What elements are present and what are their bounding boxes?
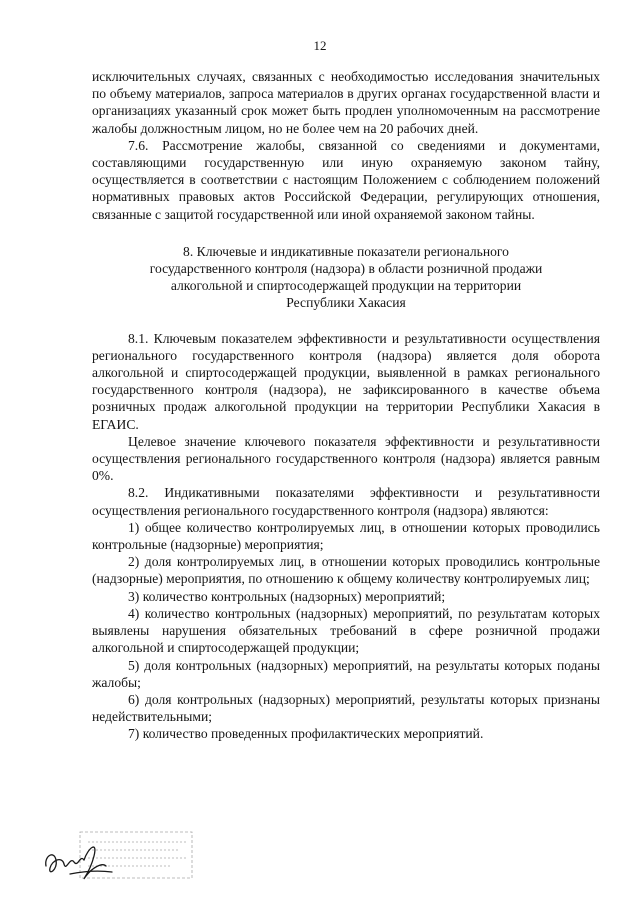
paragraph-8-1: 8.1. Ключевым показателем эффективности и результативности осуществления регионального государственного контроля (надзора) является доля оборота алкогольной и спиртосодержащей продукции, выявленной в рамках регионального государственного контроля (надзора), не зафиксированного в качестве объема розничных продаж алкогольной продукции на территории Республики Хакасия в ЕГАИС. — [92, 330, 600, 432]
section-8-heading — [92, 243, 600, 312]
list-item: 1) общее количество контролируемых лиц, в отношении которых проводились контрольные (надзорные) мероприятия; — [92, 519, 600, 553]
list-item: 7) количество проведенных профилактических мероприятий. — [128, 726, 484, 742]
list-item: 6) доля контрольных (надзорных) мероприятий, результаты которых признаны недействительными; — [92, 691, 600, 725]
heading-line: алкогольной и спиртосодержащей продукции на территории — [170, 278, 522, 294]
list-item: 5) доля контрольных (надзорных) мероприятий, на результаты которых поданы жалобы; — [92, 657, 600, 690]
signature-stamp-icon — [40, 826, 200, 888]
page-number: 12 — [313, 38, 327, 53]
handwritten-signature-icon — [46, 847, 112, 879]
paragraph-7-6: 7.6. Рассмотрение жалобы, связанной со сведениями и документами, составляющими государственную или иную охраняемую законом тайну, осуществляется в соответствии с настоящим Положением с соблюдением положений нормативных правовых актов Российской Федерации, регулирующих отношения, связанные с защитой государственной или иной охраняемой законом тайны. — [92, 137, 600, 222]
list-item: 3) количество контрольных (надзорных) мероприятий; — [128, 588, 446, 604]
heading-line: государственного контроля (надзора) в области розничной продажи — [149, 261, 543, 277]
list-item: 2) доля контролируемых лиц, в отношении которых проводились контрольные (надзорные) мероприятия, по отношению к общему количеству контролируемых лиц; — [92, 554, 600, 587]
heading-line: 8. Ключевые и индикативные показатели регионального — [183, 243, 509, 259]
heading-line: Республики Хакасия — [286, 295, 406, 311]
paragraph-continuation: исключительных случаях, связанных с необходимостью исследования значительных по объему материалов, запроса материалов в других органах государственной власти и организациях указанный срок может быть продлен уполномоченным на рассмотрение жалобы должностным лицом, но не более чем на 20 рабочих дней. — [92, 69, 600, 136]
document-body — [92, 68, 600, 743]
list-item: 4) количество контрольных (надзорных) мероприятий, по результатам которых выявлены нарушения обязательных требований в сфере розничной продажи алкогольной и спиртосодержащей продукции; — [92, 605, 600, 656]
paragraph-8-2: 8.2. Индикативными показателями эффективности и результативности осуществления регионального государственного контроля (надзора) являются: — [92, 485, 600, 518]
paragraph-target-value: Целевое значение ключевого показателя эффективности и результативности осуществления регионального государственного контроля (надзора) является равным 0%. — [92, 433, 600, 484]
